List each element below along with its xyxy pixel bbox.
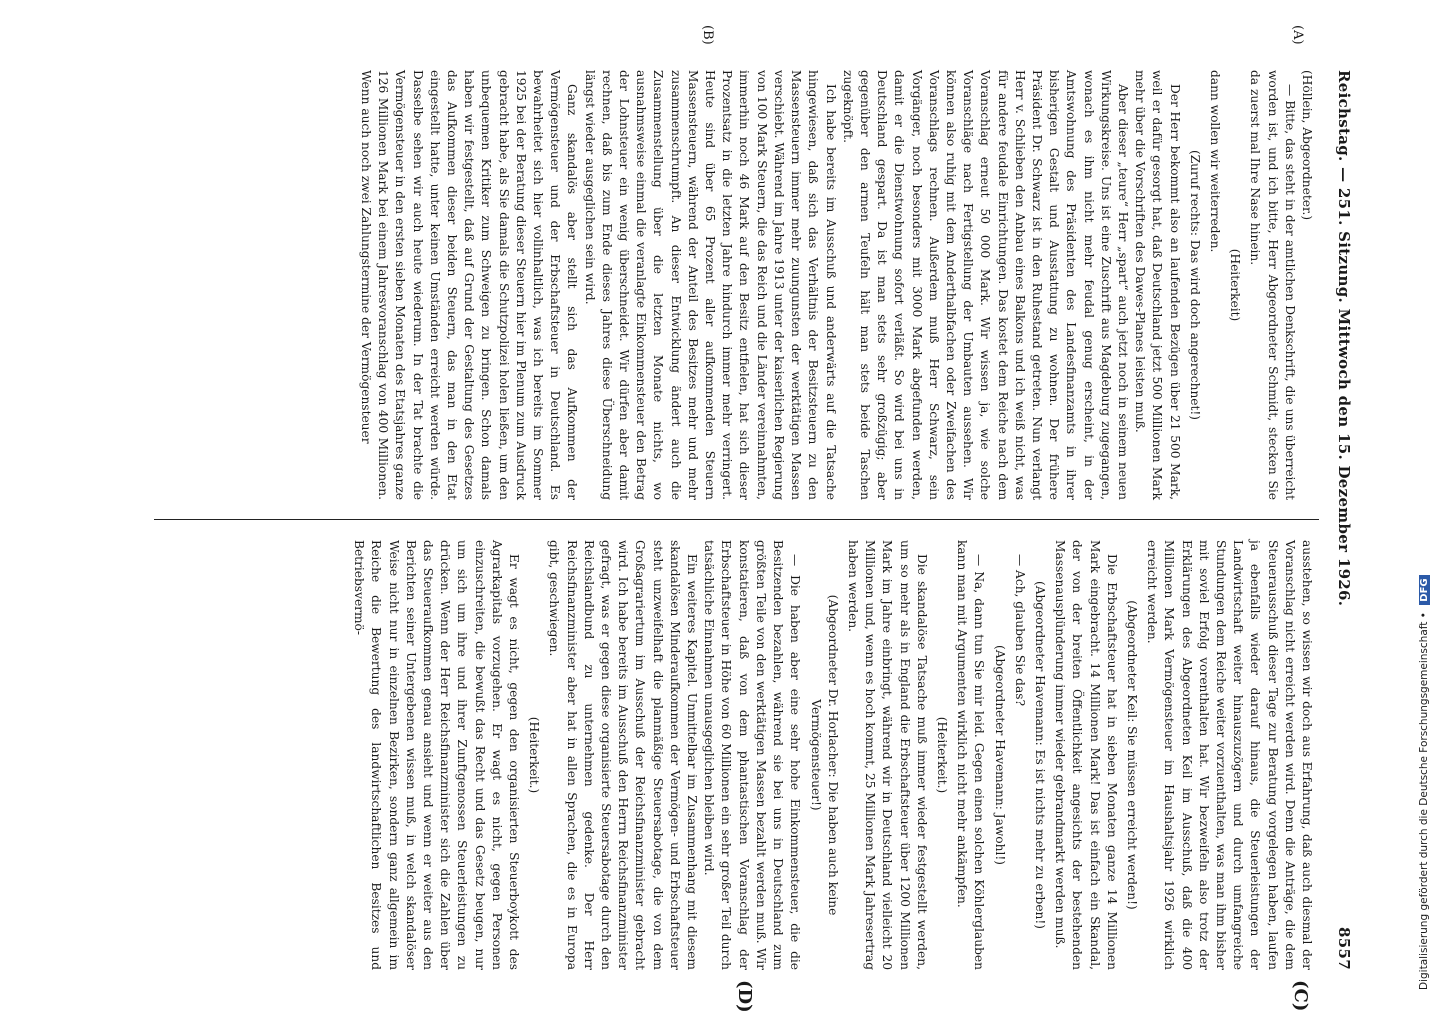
digitization-notice [1418, 10, 1434, 992]
interjection: (Abgeordneter Keil: Sie müssen erreicht werden!) [1124, 600, 1139, 910]
dfg-logo-icon: DFG [1419, 575, 1430, 604]
paragraph: — Ach, glauben Sie das? [1012, 554, 1027, 707]
right-column [350, 540, 1315, 970]
dfg-credit-text: Digitalisierung gefördert durch die Deutsche Forschungsgemeinschaft • [1418, 612, 1430, 990]
paragraph: Ein weiteres Kapitel. Unmittelbar im Zusammenhang mit diesem skandalösen Minderaufkommen der Vermögen- und Erbschaftsteuer steht unzweifelhaft die planmäßige Steuersabotage, die von dem Großagrariertum im Ausschuß der Reichsfinanzminister gebracht wird. Ich habe bereits im Ausschuß den Herrn Reichsfinanzminister gefragt, was er gegen diese organisierte Steuersabotage durch den Reichslandbund zu unternehmen gedenke. Der Herr Reichsfinanzminister aber hat in allen Sprachen, die es in Europa gibt, geschwiegen. [547, 540, 700, 970]
left-column [357, 70, 1315, 500]
margin-letter-a: (A) [1290, 25, 1305, 45]
paragraph: — Na, dann tun Sie mir leid. Gegen einen solchen Köhlerglauben kann man mit Argumenten wirklich nicht mehr ankämpfen. [955, 540, 987, 970]
dfg-credit [1418, 10, 1430, 990]
paragraph: Die Erbschaftsteuer hat in sieben Monaten ganze 14 Millionen Mark eingebracht. 14 Millionen Mark! Das ist einfach ein Skandal, der von der breiten Öffentlichkeit angesichts der bestehenden Massenausplünderung immer wieder gebrandmarkt werden muß. [1053, 540, 1119, 970]
page-number: 8557 [1335, 927, 1353, 970]
interjection: (Heiterkeit.) [527, 716, 542, 794]
paragraph: (Höllein, Abgeordneter.) [1300, 70, 1314, 221]
paragraph: Er wagt es nicht, gegen den organisierten Steuerboykott des Agrarkapitals vorzugehen. Er wagt es nicht, gegen Personen einzuschreiten, die bewußt das Recht und das Gesetz beugen, nur um sich um ihre und ihrer Zunftgenossen Steuerleistungen zu drücken. Wenn der Herr Reichsfinanzminister sich die Zahlen über das Steueraufkommen genau ansieht und wenn er weiter aus den Berichten seiner Untergebenen wissen muß, in welch skandalöser Weise nicht nur in einzelnen Bezirken, sondern ganz allgemein im Reiche die Bewertung des landwirtschaftlichen Besitzes und Betriebsvermö- [352, 540, 522, 970]
paragraph: Die skandalöse Tatsache muß immer wieder festgestellt werden, um so mehr als in England die Erbschaftsteuer über 1200 Millionen Mark im Jahre einbringt, während wir in Deutschland vielleicht 20 Millionen und, wenn es hoch kommt, 25 Millionen Mark Jahresertrag haben werden. [845, 540, 929, 970]
interjection: (Heiterkeit.) [934, 716, 949, 794]
margin-letter-c: (C) [1290, 980, 1311, 1012]
paragraph: dann wollen wir weiterreden. [1207, 70, 1222, 253]
paragraph: Ganz skandalös aber stellt sich das Aufkommen der Vermögensteuer und der Erbschaftsteuer in Deutschland. Es bewahrheitet sich hier vollinhaltlich, was ich bereits im Sommer 1925 bei der Beratung dieser Steuern hier im Plenum zum Ausdruck gebracht habe, als Sie damals die Schutzpolizei holen ließen, um den unbequemen Kritiker zum Schweigen zu bringen. Schon damals haben wir festgestellt, daß auf Grund der Gestaltung des Gesetzes das Aufkommen dieser beiden Steuern, das man in den Etat eingestellt hatte, unter keinen Umständen erreicht werden würde. Dasselbe sehen wir auch heute wiederum. In der Tat brachte die Vermögensteuer in den ersten sieben Monaten des Etatsjahres ganze 126 Millionen Mark bei einem Jahresvoranschlag von 400 Millionen. Wenn auch noch zwei Zahlungstermine der Vermögensteuer [359, 70, 580, 500]
paragraph: — Bitte, das steht in der amtlichen Denkschrift, die uns überreicht worden ist, und ich bitte, Herr Abgeordneter Schmidt, stecken Sie da zuerst mal Ihre Nase hinein. [1248, 70, 1297, 500]
paragraph: ausstehen, so wissen wir doch aus Erfahrung, daß auch diesmal der Voranschlag nicht erreicht werden wird. Denn die Anträge, die dem Steuerausschuß dieser Tage zur Beratung vorgelegen haben, laufen ja ebenfalls wieder darauf hinaus, die Steuerleistungen der Landwirtschaft weiter hinauszuzögern und durch umfangreiche Stundungen dem Reiche weiter vorzuenthalten, was man ihm bisher mit soviel Erfolg vorenthalten hat. Wir bezweifeln also trotz der Erklärungen des Abgeordneten Keil im Ausschuß, daß die 400 Millionen Mark Vermögensteuer im Haushaltsjahr 1926 wirklich erreicht werden. [1145, 540, 1314, 970]
document-page [140, 25, 1355, 1013]
paragraph: Aber dieser „teure“ Herr „spart“ auch jetzt noch in seinem neuen Wirkungskreise. Uns ist eine Zuschrift aus Magdeburg zugegangen, wonach es ihm nicht mehr feudal genug erscheint, in der Amtswohnung des Präsidenten des Landesfinanzamts in ihrer bisherigen Gestalt und Ausstattung zu wohnen. Der frühere Präsident Dr. Schwarz ist in den Ruhestand getreten. Nun verlangt Herr v. Schlieben den Anbau eines Balkons und ich weiß nicht, was für andere feudale Einrichtungen. Das kostet dem Reiche nach dem Voranschlag erneut 50 000 Mark. Wir wissen ja, wie solche Voranschläge nach Fertigstellung der Umbauten aussehen. Wir können also ruhig mit dem Anderthalbfachen oder Zweifachen des Voranschlags rechnen. Außerdem muß Herr Schwarz, sein Vorgänger, noch besonders mit 3000 Mark abgefunden werden, damit er die Dienstwohnung sofort verläßt. So wird bei uns in Deutschland gespart. Da ist man stets sehr großzügig; aber gegenüber den armen Teufeln hält man stets beide Taschen zugeknöpft. [840, 70, 1130, 500]
margin-letter-b: (B) [700, 25, 715, 45]
paragraph: Der Herr bekommt also an laufenden Bezügen über 21 500 Mark, weil er dafür gesorgt hat, daß Deutschland jetzt 500 Millionen Mark mehr über die Vorschriften des Dawes-Planes leisten muß. [1133, 70, 1182, 500]
interjection: (Heiterkeit) [1228, 248, 1243, 322]
margin-letter-d: (D) [734, 980, 755, 1013]
interjection: (Abgeordneter Havemann: Jawohl!) [992, 644, 1007, 866]
paragraph: Ich habe bereits im Ausschuß und anderwärts auf die Tatsache hingewiesen, daß sich das Verhältnis der Besitzsteuern zu den Massensteuern immer mehr zuungunsten der werktätigen Massen verschiebt. Während im Jahre 1913 unter der kaiserlichen Regierung von 100 Mark Steuern, die das Reich und die Länder vereinnahmten, immerhin noch 46 Mark auf den Besitz entfielen, hat sich dieser Prozentsatz in die letzten Jahre hindurch immer mehr verringert. Heute sind über 65 Prozent aller aufkommenden Steuern Massensteuern, während der Anteil des Besitzes mehr und mehr zusammenschrumpft. An dieser Entwicklung ändert auch die Zusammenstellung über die letzten Monate nichts, wo ausnahmsweise einmal die veranlagte Einkommensteuer den Betrag der Lohnsteuer ein wenig überschneidet. Wir dürfen aber damit rechnen, daß bis zum Ende dieses Jahres diese Überschneidung längst wieder ausgeglichen sein wird. [582, 70, 838, 500]
interjection: (Zuruf rechts: Das wird doch angerechnet!) [1187, 149, 1202, 421]
page-header [1329, 70, 1355, 970]
interjection: (Abgeordneter Dr. Horlacher: Die haben auch keine Vermögensteuer!) [808, 594, 840, 916]
column-divider [154, 519, 1319, 520]
scanned-page [140, 0, 1400, 1013]
interjection: (Abgeordneter Havemann: Es ist nichts mehr zu erben!) [1032, 580, 1047, 930]
paragraph: — Die haben aber eine sehr hohe Einkommensteuer, die die Besitzenden bezahlen, während sie bei uns in Deutschland zum größten Teile von den werktätigen Massen bezahlt werden muß. Wir konstatieren, daß von dem phantastischen Voranschlag der Erbschaftsteuer in Höhe von 60 Millionen ein sehr großer Teil durch tatsächliche Einnahmen unausgeglichen bleiben wird. [702, 540, 803, 970]
header-title: Reichstag. — 251. Sitzung. Mittwoch den 15. Dezember 1926. [1335, 70, 1353, 607]
